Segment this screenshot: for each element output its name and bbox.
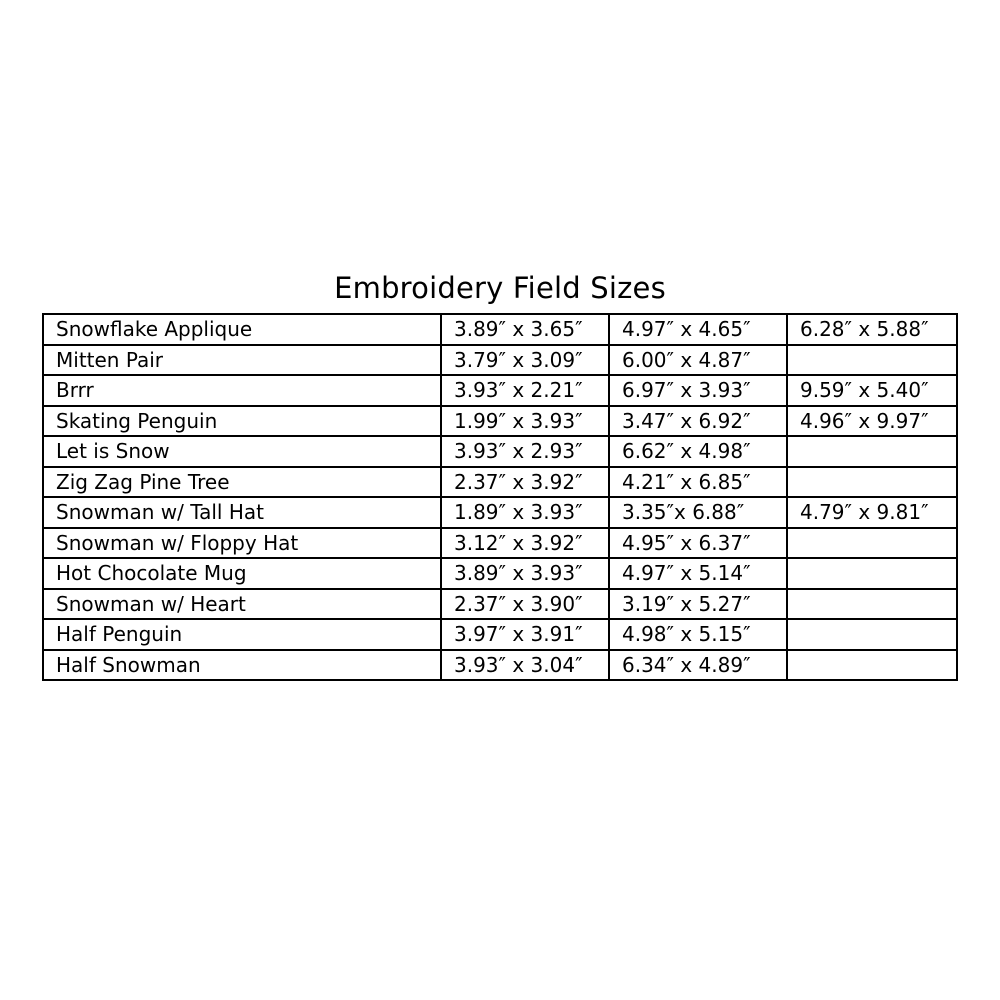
design-name-cell: Skating Penguin — [43, 406, 441, 437]
design-name-cell: Hot Chocolate Mug — [43, 558, 441, 589]
size-large-cell — [787, 589, 957, 620]
page-title: Embroidery Field Sizes — [334, 271, 666, 305]
design-name-cell: Let is Snow — [43, 436, 441, 467]
table-row — [43, 314, 957, 345]
size-medium-cell: 4.21″ x 6.85″ — [609, 467, 787, 498]
size-large-cell: 6.28″ x 5.88″ — [787, 314, 957, 345]
design-name-cell: Snowman w/ Tall Hat — [43, 497, 441, 528]
field-sizes-table — [42, 313, 958, 681]
size-large-cell: 4.96″ x 9.97″ — [787, 406, 957, 437]
design-name-cell: Zig Zag Pine Tree — [43, 467, 441, 498]
design-name-cell: Snowflake Applique — [43, 314, 441, 345]
size-large-cell — [787, 650, 957, 681]
size-large-cell — [787, 345, 957, 376]
size-medium-cell: 4.97″ x 5.14″ — [609, 558, 787, 589]
size-large-cell — [787, 528, 957, 559]
size-medium-cell: 3.47″ x 6.92″ — [609, 406, 787, 437]
table-row — [43, 528, 957, 559]
size-small-cell: 3.79″ x 3.09″ — [441, 345, 609, 376]
table-row — [43, 589, 957, 620]
size-medium-cell: 6.97″ x 3.93″ — [609, 375, 787, 406]
table-body — [43, 314, 957, 680]
design-name-cell: Snowman w/ Floppy Hat — [43, 528, 441, 559]
table-row — [43, 497, 957, 528]
size-small-cell: 1.99″ x 3.93″ — [441, 406, 609, 437]
size-medium-cell: 3.35″x 6.88″ — [609, 497, 787, 528]
design-name-cell: Half Snowman — [43, 650, 441, 681]
table-row — [43, 436, 957, 467]
table-row — [43, 345, 957, 376]
design-name-cell: Half Penguin — [43, 619, 441, 650]
size-medium-cell: 6.34″ x 4.89″ — [609, 650, 787, 681]
size-small-cell: 3.97″ x 3.91″ — [441, 619, 609, 650]
table-row — [43, 619, 957, 650]
size-small-cell: 1.89″ x 3.93″ — [441, 497, 609, 528]
design-name-cell: Brrr — [43, 375, 441, 406]
design-name-cell: Snowman w/ Heart — [43, 589, 441, 620]
size-medium-cell: 6.00″ x 4.87″ — [609, 345, 787, 376]
size-medium-cell: 4.95″ x 6.37″ — [609, 528, 787, 559]
size-large-cell — [787, 436, 957, 467]
size-large-cell — [787, 558, 957, 589]
design-name-cell: Mitten Pair — [43, 345, 441, 376]
table-row — [43, 558, 957, 589]
size-medium-cell: 3.19″ x 5.27″ — [609, 589, 787, 620]
size-medium-cell: 4.98″ x 5.15″ — [609, 619, 787, 650]
size-small-cell: 2.37″ x 3.90″ — [441, 589, 609, 620]
table-row — [43, 375, 957, 406]
table-row — [43, 650, 957, 681]
size-small-cell: 3.93″ x 2.21″ — [441, 375, 609, 406]
table-row — [43, 406, 957, 437]
size-medium-cell: 6.62″ x 4.98″ — [609, 436, 787, 467]
table-row — [43, 467, 957, 498]
size-small-cell: 3.89″ x 3.65″ — [441, 314, 609, 345]
size-small-cell: 3.89″ x 3.93″ — [441, 558, 609, 589]
size-medium-cell: 4.97″ x 4.65″ — [609, 314, 787, 345]
size-small-cell: 2.37″ x 3.92″ — [441, 467, 609, 498]
size-large-cell — [787, 619, 957, 650]
size-large-cell: 9.59″ x 5.40″ — [787, 375, 957, 406]
size-large-cell — [787, 467, 957, 498]
size-small-cell: 3.93″ x 3.04″ — [441, 650, 609, 681]
size-small-cell: 3.93″ x 2.93″ — [441, 436, 609, 467]
size-large-cell: 4.79″ x 9.81″ — [787, 497, 957, 528]
size-small-cell: 3.12″ x 3.92″ — [441, 528, 609, 559]
